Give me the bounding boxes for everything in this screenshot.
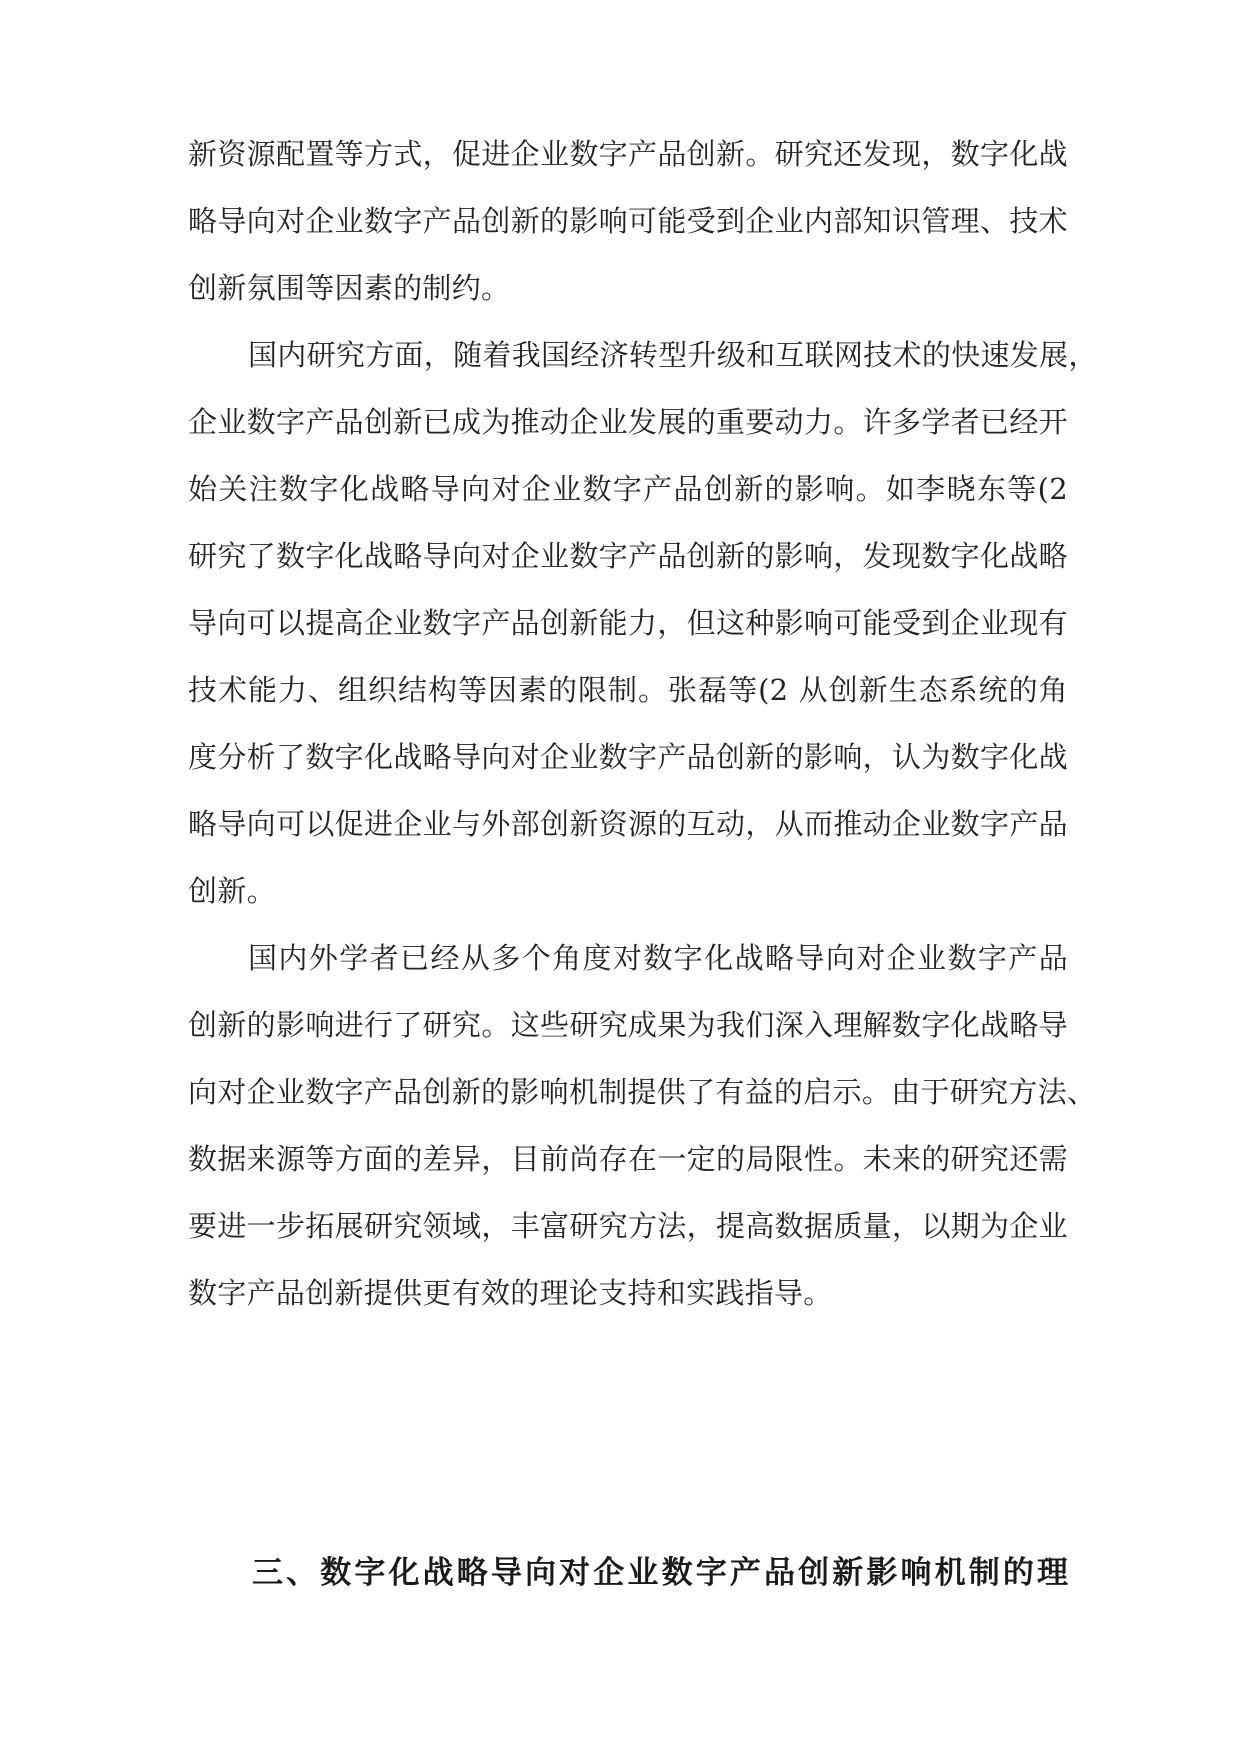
paragraph-3-line-2: 创新的影响进行了研究。这些研究成果为我们深入理解数字化战略导 — [188, 1008, 1068, 1042]
paragraph-2-line-8: 略导向可以促进企业与外部创新资源的互动，从而推动企业数字产品 — [188, 807, 1068, 841]
paragraph-2-line-3: 始关注数字化战略导向对企业数字产品创新的影响。如李晓东等(2 — [188, 472, 1068, 506]
paragraph-2-line-9: 创新。 — [188, 874, 276, 908]
paragraph-3-line-1: 国内外学者已经从多个角度对数字化战略导向对企业数字产品 — [248, 941, 1068, 975]
paragraph-3-line-6: 数字产品创新提供更有效的理论支持和实践指导。 — [188, 1276, 833, 1310]
paragraph-3-line-4: 数据来源等方面的差异，目前尚存在一定的局限性。未来的研究还需 — [188, 1142, 1068, 1176]
paragraph-2-line-2: 企业数字产品创新已成为推动企业发展的重要动力。许多学者已经开 — [188, 405, 1068, 439]
paragraph-3-line-5: 要进一步拓展研究领域，丰富研究方法，提高数据质量，以期为企业 — [188, 1209, 1068, 1243]
paragraph-2-line-4: 研究了数字化战略导向对企业数字产品创新的影响，发现数字化战略 — [188, 539, 1068, 573]
paragraph-1-line-2: 略导向对企业数字产品创新的影响可能受到企业内部知识管理、技术 — [188, 204, 1068, 238]
paragraph-2-line-5: 导向可以提高企业数字产品创新能力，但这种影响可能受到企业现有 — [188, 606, 1068, 640]
paragraph-1-line-1: 新资源配置等方式，促进企业数字产品创新。研究还发现，数字化战 — [188, 137, 1068, 171]
paragraph-2-line-6: 技术能力、组织结构等因素的限制。张磊等(2 从创新生态系统的角 — [188, 673, 1068, 707]
paragraph-3-line-3: 向对企业数字产品创新的影响机制提供了有益的启示。由于研究方法、 — [188, 1075, 1097, 1109]
paragraph-2-line-7: 度分析了数字化战略导向对企业数字产品创新的影响，认为数字化战 — [188, 740, 1068, 774]
paragraph-1-line-3: 创新氛围等因素的制约。 — [188, 271, 511, 305]
section-heading: 三、数字化战略导向对企业数字产品创新影响机制的理 — [252, 1555, 1068, 1591]
paragraph-2-line-1: 国内研究方面，随着我国经济转型升级和互联网技术的快速发展， — [248, 338, 1098, 372]
